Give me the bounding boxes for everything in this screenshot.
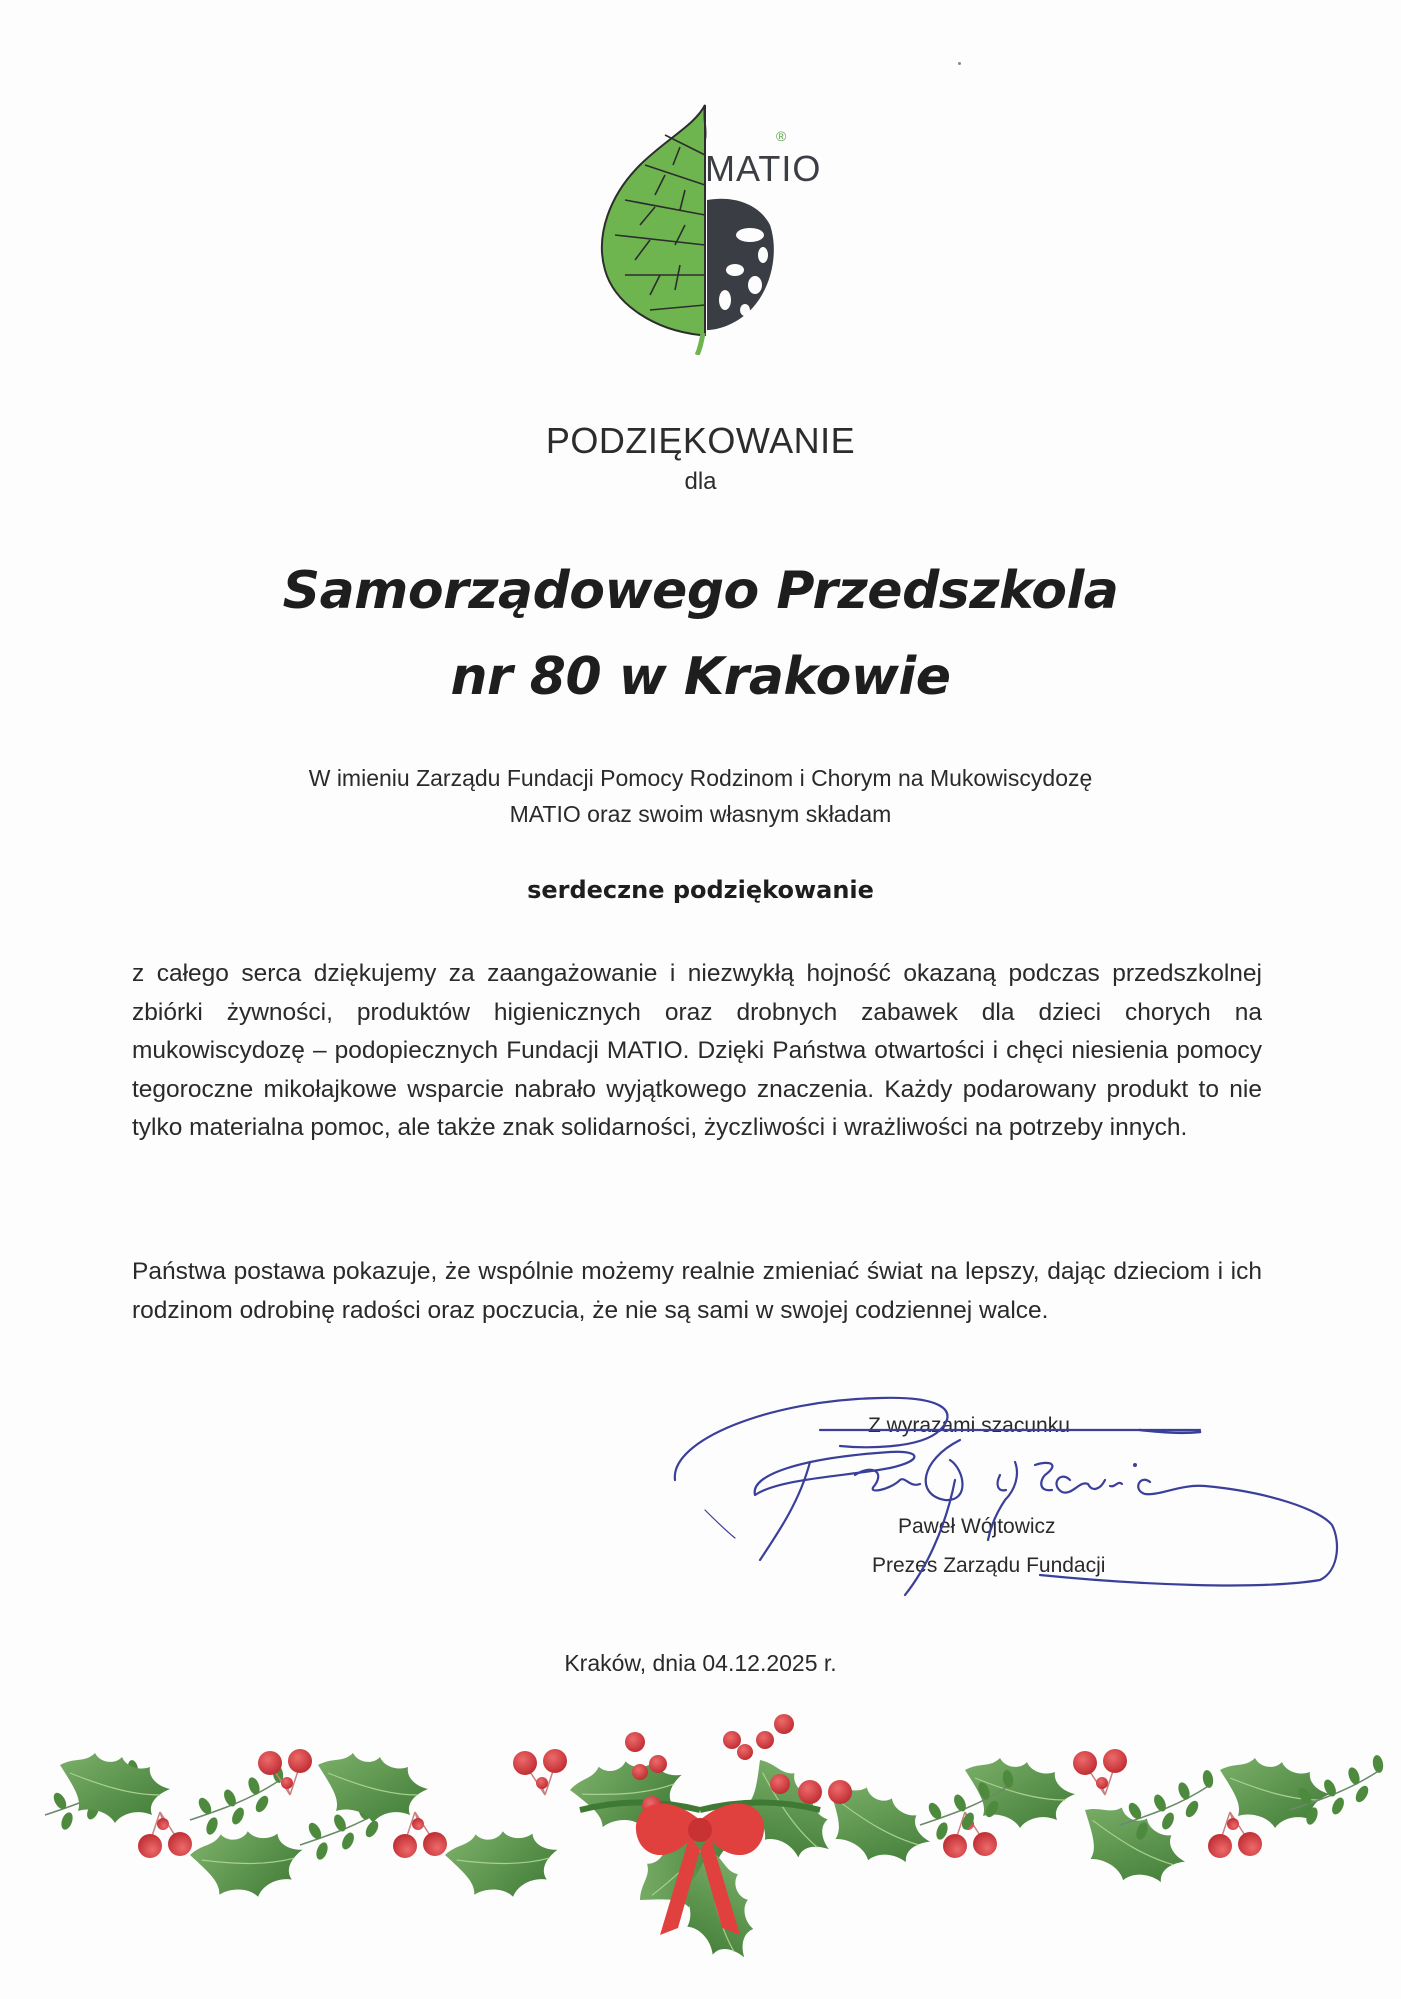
garland-left: [45, 1749, 567, 1911]
intro-text: [150, 760, 1251, 832]
document-title: PODZIĘKOWANIE: [545, 420, 856, 461]
scan-speck: [958, 62, 961, 65]
holly-garland-icon: [0, 1700, 1401, 1960]
intro-line-1: W imieniu Zarządu Fundacji Pomocy Rodzinom i Chorym na Mukowiscydozę: [308, 765, 1093, 791]
signatory-role: Prezes Zarządu Fundacji: [872, 1554, 1106, 1577]
registered-mark-icon: ®: [776, 128, 787, 144]
matio-leaf-logo-icon: [585, 95, 825, 355]
title-preposition: dla: [684, 468, 717, 495]
logo-brand-text: MATIO: [705, 148, 822, 189]
place-and-date: Kraków, dnia 04.12.2025 r.: [564, 1650, 837, 1676]
body-paragraph-2: Państwa postawa pokazuje, że wspólnie możemy realnie zmieniać świat na lepszy, dając dzieciom i ich rodzinom odrobinę radości oraz poczucia, że nie są sami w swojej codziennej walce.: [132, 1258, 1262, 1324]
signatory-name: Paweł Wójtowicz: [898, 1515, 1056, 1538]
signature-closing: Z wyrazami szacunku: [868, 1414, 1070, 1437]
recipient-line-2: nr 80 w Krakowie: [450, 647, 951, 707]
recipient-name: [0, 548, 1401, 720]
garland-center-bow: [566, 1714, 852, 1960]
intro-line-2: MATIO oraz swoim własnym składam: [509, 801, 892, 827]
garland-right: [815, 1749, 1384, 1894]
recipient-line-1: Samorządowego Przedszkola: [282, 561, 1119, 621]
body-paragraph-1: z całego serca dziękujemy za zaangażowanie i niezwykłą hojność okazaną podczas przedszkolnej zbiórki żywności, produktów higienicznych oraz drobnych zabawek dla dzieci chorych na mukowiscydozę – podopiecznych Fundacji MATIO. Dzięki Państwa otwartości i chęci niesienia pomocy tegoroczne mikołajkowe wsparcie nabrało wyjątkowego znaczenia. Każdy podarowany produkt to nie tylko materialna pomoc, ale także znak solidarności, życzliwości i wrażliwości na potrzeby innych.: [132, 960, 1262, 1141]
gratitude-heading: serdeczne podziękowanie: [527, 876, 874, 904]
